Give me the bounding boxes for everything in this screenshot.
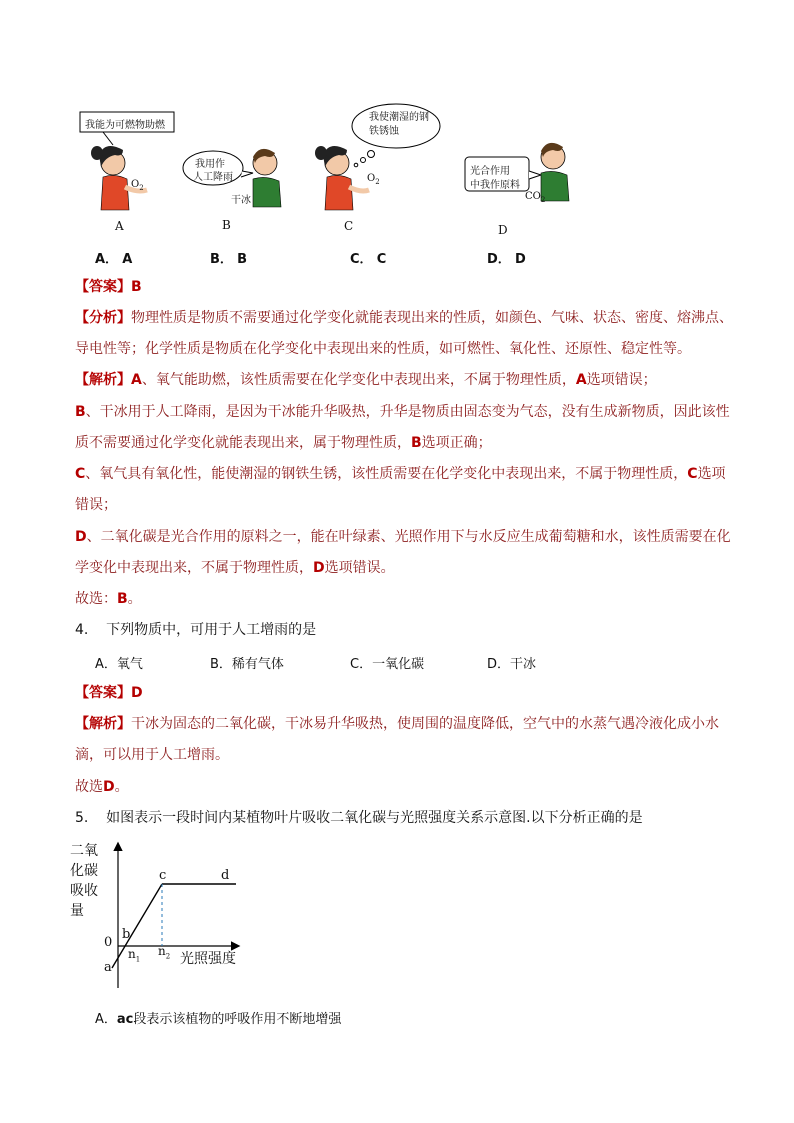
point-a: a: [104, 960, 112, 975]
q3-option-d: D． D: [487, 252, 526, 267]
graph-ylabel-2: 化碳: [70, 863, 98, 879]
q4-answer: 【答案】D: [75, 685, 143, 701]
q3-explain-line-5: 错误；: [75, 497, 117, 513]
q3-option-b: B． B: [210, 252, 247, 267]
bubble-d-text-2: 中我作原料: [470, 180, 520, 191]
q4-option-a: A．氧气: [95, 657, 143, 672]
q5-graph-svg: [70, 838, 270, 998]
illustration-strip: [75, 95, 715, 245]
caption-d: D: [498, 223, 508, 237]
q3-analysis-line-1: 【分析】物理性质是物质不需要通过化学变化就能表现出来的性质，如颜色、气味、状态、密度、熔沸点、: [75, 310, 733, 326]
bubble-a-text: 我能为可燃物助燃: [85, 120, 165, 131]
q5-stem: 5. 如图表示一段时间内某植物叶片吸收二氧化碳与光照强度关系示意图.以下分析正确的是: [75, 810, 643, 826]
substance-a: $O_2$: [131, 179, 144, 192]
point-b: b: [122, 927, 131, 942]
q3-explain-line-2: B、干冰用于人工降雨，是因为干冰能升华吸热，升华是物质由固态变为气态，没有生成新物质，因此该性: [75, 404, 730, 420]
caption-b: B: [222, 218, 231, 232]
bubble-b-text-1: 我用作: [195, 159, 225, 170]
point-c: c: [159, 868, 167, 883]
caption-c: C: [344, 219, 354, 233]
substance-d: $CO_2$: [525, 191, 546, 204]
q3-explain-line-6: D、二氧化碳是光合作用的原料之一，能在叶绿素、光照作用下与水反应生成葡萄糖和水，该性质需要在化: [75, 529, 731, 545]
tick-n2: $n_2$: [158, 944, 171, 961]
q3-conclusion: 故选：B。: [75, 591, 142, 607]
q3-explain-line-1: 【解析】A、氧气能助燃，该性质需要在化学变化中表现出来，不属于物理性质，A选项错误；: [75, 372, 657, 388]
graph-ylabel-1: 二氧: [70, 843, 98, 859]
q3-option-c: C． C: [350, 252, 387, 267]
substance-c: $O_2$: [367, 173, 380, 186]
bubble-d-text-1: 光合作用: [470, 166, 510, 177]
bubble-c-text-2: 铁锈蚀: [369, 126, 399, 137]
graph-ylabel-4: 量: [70, 903, 84, 919]
q4-explain-line-1: 【解析】干冰为固态的二氧化碳，干冰易升华吸热，使周围的温度降低，空气中的水蒸气遇冷液化成小水: [75, 716, 719, 732]
q4-option-b: B．稀有气体: [210, 657, 284, 672]
q5-option-a: A．ac段表示该植物的呼吸作用不断地增强: [95, 1012, 342, 1027]
q3-explain-line-4: C、氧气具有氧化性，能使潮湿的钢铁生锈，该性质需要在化学变化中表现出来，不属于物理性质，C选项: [75, 466, 726, 482]
bubble-c-text-1: 我使潮湿的钢: [369, 112, 429, 123]
q3-analysis-line-2: 导电性等；化学性质是物质在化学变化中表现出来的性质，如可燃性、氧化性、还原性、稳定性等。: [75, 341, 691, 357]
q5-graph: [70, 838, 270, 998]
q3-answer: 【答案】B: [75, 279, 142, 295]
graph-ylabel-3: 吸收: [70, 883, 98, 899]
q4-option-c: C．一氧化碳: [350, 657, 425, 672]
q3-explain-line-3: 质不需要通过化学变化就能表现出来，属于物理性质，B选项正确；: [75, 435, 492, 451]
graph-xlabel: 光照强度: [180, 951, 236, 967]
tick-n1: $n_1$: [128, 947, 141, 964]
q3-option-a: A． A: [95, 252, 133, 267]
q4-stem: 4. 下列物质中，可用于人工增雨的是: [75, 622, 317, 638]
q3-explain-line-7: 学变化中表现出来，不属于物理性质，D选项错误。: [75, 560, 395, 576]
graph-origin: 0: [104, 935, 113, 950]
q4-option-d: D．干冰: [487, 657, 537, 672]
substance-b: 干冰: [231, 195, 251, 206]
bubble-b-text-2: 人工降雨: [193, 172, 233, 183]
q4-conclusion: 故选D。: [75, 779, 129, 795]
q4-explain-line-2: 滴，可以用于人工增雨。: [75, 747, 229, 763]
point-d: d: [221, 868, 230, 883]
caption-a: A: [115, 219, 124, 233]
